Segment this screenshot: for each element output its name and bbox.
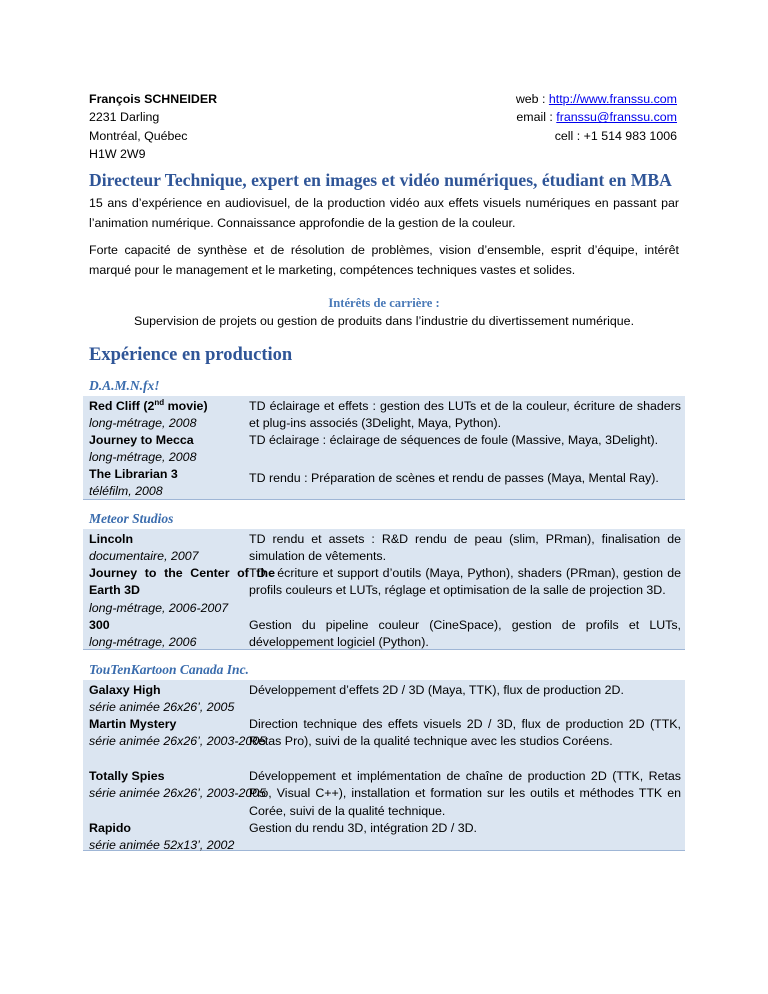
meteor-block bbox=[83, 529, 685, 650]
career-section bbox=[89, 296, 679, 328]
contact-name: François SCHNEIDER bbox=[89, 92, 218, 106]
role-description: TD : écriture et support d’outils (Maya, Python), shaders (PRman), gestion de profils couleurs et LUTs, réglage et optimisation de la salle de projection 3D. bbox=[249, 566, 681, 598]
project-journey-center bbox=[89, 565, 275, 617]
project-title: Galaxy High bbox=[89, 683, 161, 697]
company-meteor: Meteor Studios bbox=[89, 511, 174, 526]
contact-links bbox=[516, 90, 677, 145]
project-type: long-métrage, 2006 bbox=[89, 635, 197, 650]
contact-postal: H1W 2W9 bbox=[89, 147, 146, 162]
email-label: email : bbox=[516, 110, 557, 125]
project-martin-mystery bbox=[89, 716, 266, 751]
project-type: série animée 26x26’, 2003-2005 bbox=[89, 734, 267, 749]
project-journey-mecca bbox=[89, 432, 196, 467]
toutenkartoon-block bbox=[83, 680, 685, 851]
project-type: série animée 26x26’, 2005 bbox=[89, 700, 235, 715]
project-type: documentaire, 2007 bbox=[89, 549, 199, 564]
role-description: Développement et implémentation de chaîne de production 2D (TTK, Retas Pro, Visual C++), installation et formation sur les outils et méthodes TTK en Corée, suivi de la qualité technique. bbox=[249, 769, 681, 818]
career-title: Intérêts de carrière : bbox=[328, 296, 440, 310]
role-description: Gestion du pipeline couleur (CineSpace), gestion de profils et LUTs, développement logiciel (Python). bbox=[249, 618, 681, 650]
project-title: Lincoln bbox=[89, 532, 134, 546]
project-lincoln bbox=[89, 531, 199, 566]
project-type: série animée 26x26’, 2003-2005 bbox=[89, 786, 267, 801]
contact-city: Montréal, Québec bbox=[89, 128, 188, 143]
damn-block bbox=[83, 396, 685, 500]
project-title: Martin Mystery bbox=[89, 717, 177, 731]
contact-address bbox=[89, 90, 217, 164]
headline: Directeur Technique, expert en images et vidéo numériques, étudiant en MBA bbox=[89, 170, 672, 190]
project-librarian bbox=[89, 466, 178, 501]
project-title: 300 bbox=[89, 618, 110, 632]
role-description: TD éclairage : éclairage de séquences de foule (Massive, Maya, 3Delight). bbox=[249, 433, 659, 447]
email-line bbox=[516, 108, 677, 126]
project-title: Journey to the Center of the Earth 3D bbox=[89, 566, 275, 598]
project-type: téléfilm, 2008 bbox=[89, 484, 163, 499]
career-text: Supervision de projets ou gestion de produits dans l’industrie du divertissement numérique. bbox=[133, 314, 635, 328]
project-title: Totally Spies bbox=[89, 769, 165, 783]
role-description: Développement d’effets 2D / 3D (Maya, TTK), flux de production 2D. bbox=[249, 683, 624, 697]
project-type: long-métrage, 2008 bbox=[89, 416, 197, 431]
project-rapido bbox=[89, 820, 234, 855]
project-title: Journey to Mecca bbox=[89, 433, 194, 447]
role-description: Gestion du rendu 3D, intégration 2D / 3D. bbox=[249, 821, 477, 835]
email-link[interactable]: franssu@franssu.com bbox=[556, 110, 677, 125]
summary-paragraph-2: Forte capacité de synthèse et de résolution de problèmes, vision d’ensemble, esprit d’équipe, intérêt marqué pour le management et le marketing, compétences techniques vastes et solides. bbox=[89, 243, 679, 277]
web-link[interactable]: http://www.franssu.com bbox=[548, 92, 677, 106]
role-description: TD rendu : Préparation de scènes et rendu de passes (Maya, Mental Ray). bbox=[249, 471, 659, 485]
role-description: Direction technique des effets visuels 2D / 3D, flux de production 2D (TTK, Retas Pro), suivi de la qualité technique avec les studios Coréens. bbox=[249, 717, 681, 749]
project-type: série animée 52x13’, 2002 bbox=[89, 838, 235, 853]
experience-title: Expérience en production bbox=[89, 345, 293, 365]
project-type: long-métrage, 2006-2007 bbox=[89, 600, 229, 615]
web-line bbox=[516, 90, 677, 108]
summary-paragraph-1: 15 ans d’expérience en audiovisuel, de la production vidéo aux effets visuels numériques en passant par l’animation numérique. Connaissance approfondie de la gestion de la couleur. bbox=[89, 196, 679, 230]
project-totally-spies bbox=[89, 768, 266, 803]
cell-line: cell : +1 514 983 1006 bbox=[554, 128, 677, 143]
contact-street: 2231 Darling bbox=[89, 110, 160, 125]
project-galaxy-high bbox=[89, 682, 234, 717]
company-damn: D.A.M.N.fx! bbox=[89, 378, 160, 393]
project-red-cliff bbox=[89, 398, 208, 433]
company-toutenkartoon: TouTenKartoon Canada Inc. bbox=[89, 662, 249, 677]
role-description: TD éclairage et effets : gestion des LUTs et de la couleur, écriture de shaders et plug-ins associés (3Delight, Maya, Python). bbox=[249, 399, 681, 431]
project-type: long-métrage, 2008 bbox=[89, 450, 197, 465]
role-description: TD rendu et assets : R&D rendu de peau (slim, PRman), finalisation de simulation de vêtements. bbox=[249, 532, 681, 564]
project-300 bbox=[89, 617, 196, 652]
project-title: Red Cliff (2nd movie) bbox=[89, 397, 208, 413]
web-label: web : bbox=[515, 92, 549, 106]
project-title: The Librarian 3 bbox=[89, 467, 178, 481]
project-title: Rapido bbox=[89, 821, 131, 835]
